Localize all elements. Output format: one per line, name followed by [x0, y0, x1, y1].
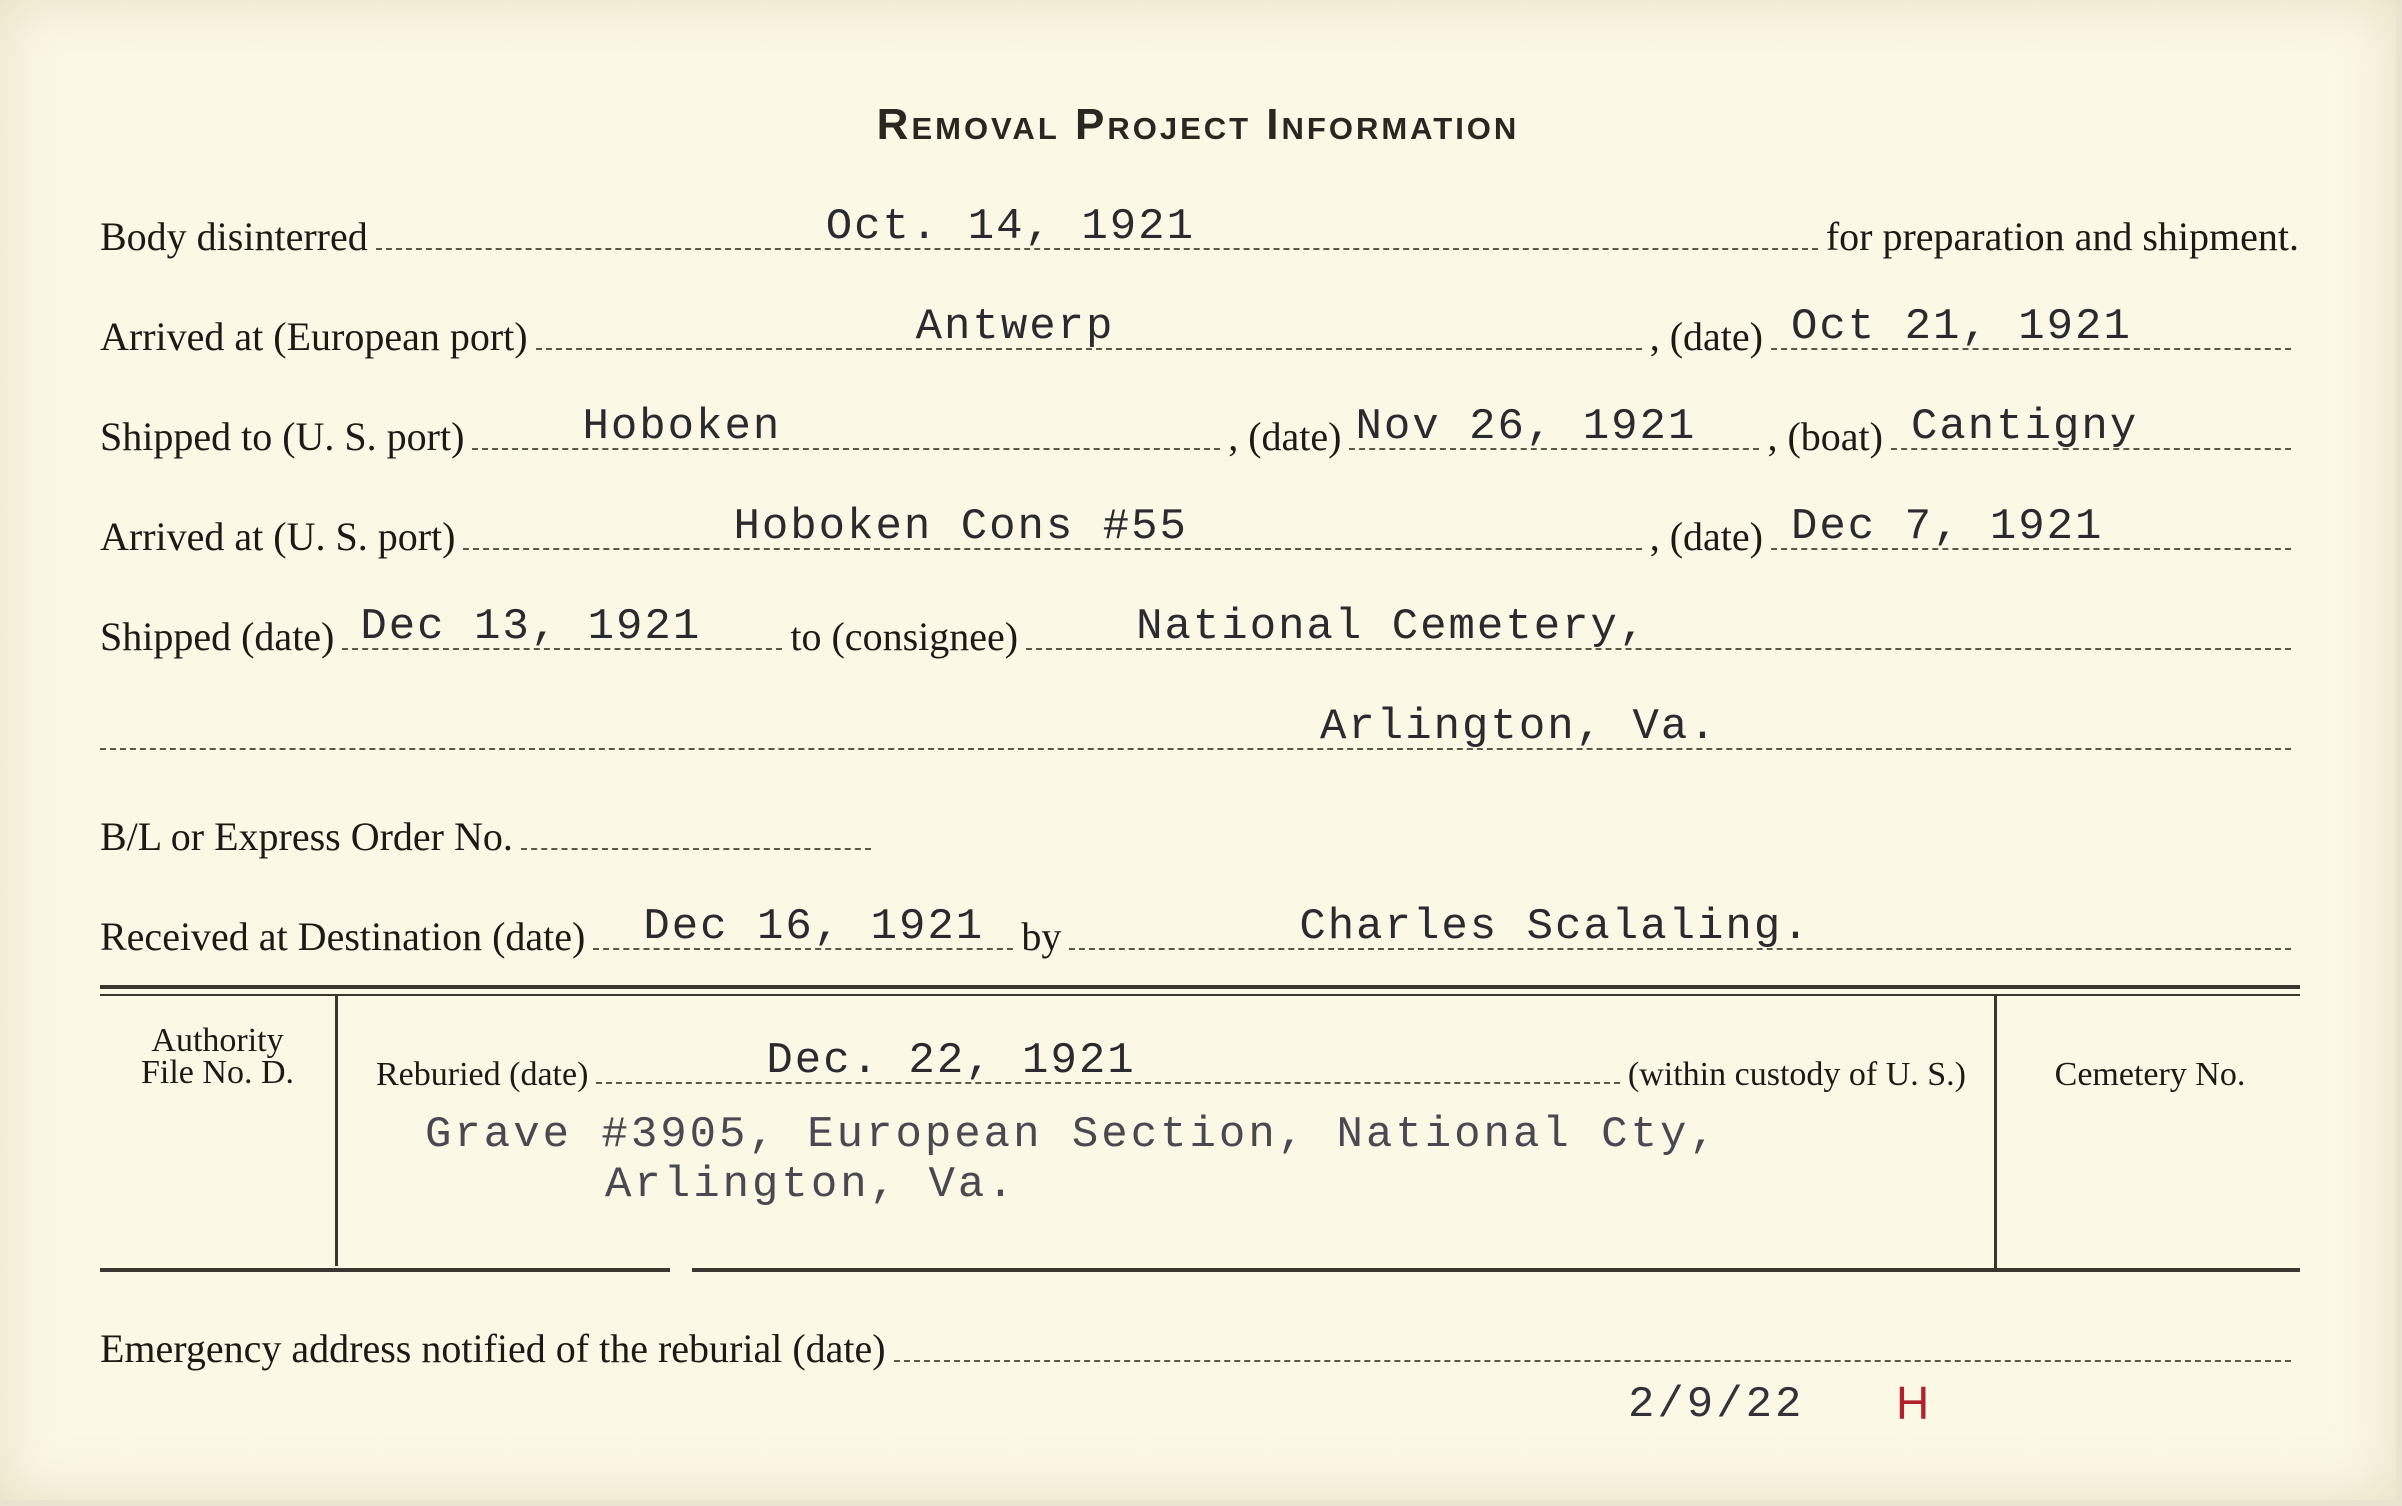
disinterred-line — [376, 202, 1818, 250]
european-port-date: Oct 21, 1921 — [1791, 302, 2132, 352]
file-no-label: File No. D. — [141, 1054, 294, 1091]
reburied-label: Reburied (date) — [376, 1056, 589, 1093]
received-by: Charles Scalaling. — [1299, 902, 1811, 952]
us-port-arrived-line — [463, 502, 1641, 550]
disinterred-value: Oct. 14, 1921 — [825, 202, 1195, 252]
us-port-shipped-date-line — [1349, 402, 1759, 450]
consignee-label: to (consignee) — [790, 614, 1019, 659]
us-port-arrived-row — [100, 502, 2299, 562]
shipped-row — [100, 602, 2299, 662]
european-port-line — [536, 302, 1642, 350]
footer-date: 2/9/22 — [1628, 1380, 1805, 1430]
boat-value: Cantigny — [1911, 402, 2139, 452]
received-date: Dec 16, 1921 — [643, 902, 985, 952]
us-port-shipped-date-label: , (date) — [1228, 414, 1342, 459]
received-row — [100, 902, 2299, 962]
shipped-label: Shipped (date) — [100, 614, 335, 659]
bl-line — [521, 802, 871, 850]
consignee-line-2 — [100, 702, 2291, 750]
received-by-line — [1069, 902, 2291, 950]
shipped-date: Dec 13, 1921 — [360, 602, 702, 652]
european-port-row — [100, 302, 2299, 362]
disinterred-label: Body disinterred — [100, 214, 368, 259]
received-by-label: by — [1021, 914, 1062, 959]
us-port-shipped-date: Nov 26, 1921 — [1355, 402, 1697, 452]
received-label: Received at Destination (date) — [100, 914, 586, 959]
box-top-rule-2 — [100, 994, 2300, 996]
reburied-date: Dec. 22, 1921 — [766, 1036, 1136, 1086]
bl-label: B/L or Express Order No. — [100, 814, 513, 859]
disinterred-suffix: for preparation and shipment. — [1825, 214, 2299, 259]
us-port-shipped-value: Hoboken — [582, 402, 782, 452]
bl-row — [100, 806, 2299, 862]
european-port-date-line — [1771, 302, 2291, 350]
box-divider-right — [1994, 996, 1997, 1270]
consignee-row-2 — [100, 702, 2299, 762]
us-port-arrived-date-line — [1771, 502, 2291, 550]
emergency-label: Emergency address notified of the reburial (date) — [100, 1326, 886, 1371]
boat-line — [1891, 402, 2291, 450]
us-port-arrived-value: Hoboken Cons #55 — [733, 502, 1188, 552]
us-port-arrived-label: Arrived at (U. S. port) — [100, 514, 456, 559]
us-port-shipped-label: Shipped to (U. S. port) — [100, 414, 465, 459]
box-top-rule — [100, 985, 2300, 989]
reburied-line — [596, 1036, 1620, 1084]
box-divider-left — [335, 996, 338, 1266]
consignee-line — [1026, 602, 2291, 650]
cemetery-no-label: Cemetery No. — [2054, 1056, 2246, 1093]
grave-line-1: Grave #3905, European Section, National Cty, — [425, 1110, 1719, 1160]
initials-mark: H — [1896, 1377, 1930, 1429]
grave-line-2: Arlington, Va. — [605, 1160, 1017, 1210]
authority-label: Authority — [151, 1022, 284, 1059]
custody-label: (within custody of U. S.) — [1627, 1056, 1966, 1093]
european-port-date-label: , (date) — [1649, 314, 1763, 359]
us-port-arrived-date: Dec 7, 1921 — [1791, 502, 2104, 552]
shipped-date-line — [342, 602, 782, 650]
box-bottom-rule-a — [100, 1268, 670, 1272]
us-port-shipped-line — [472, 402, 1220, 450]
emergency-line — [894, 1314, 2291, 1362]
reburied-row — [376, 1036, 1966, 1096]
consignee-value-2: Arlington, Va. — [1320, 702, 1718, 752]
european-port-label: Arrived at (European port) — [100, 314, 528, 359]
us-port-shipped-row — [100, 402, 2299, 462]
boat-label: , (boat) — [1767, 414, 1883, 459]
consignee-value-1: National Cemetery, — [1136, 602, 1648, 652]
us-port-arrived-date-label: , (date) — [1649, 514, 1763, 559]
page-title: Removal Project Information — [876, 100, 1520, 149]
received-date-line — [593, 902, 1013, 950]
box-bottom-rule-b — [692, 1268, 2300, 1272]
emergency-row — [100, 1318, 2299, 1374]
european-port-value: Antwerp — [915, 302, 1115, 352]
disinterred-row — [100, 202, 2299, 262]
